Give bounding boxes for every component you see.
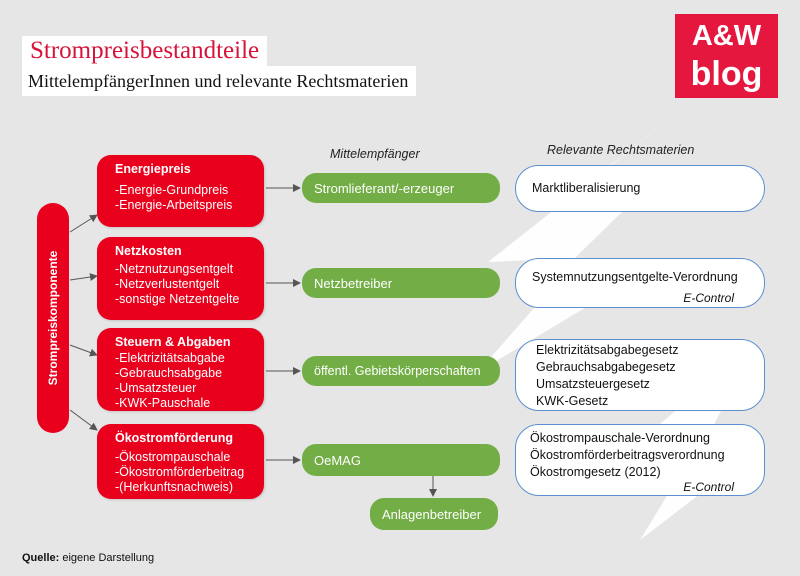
source-note bbox=[22, 552, 154, 564]
component-box-energiepreis bbox=[97, 155, 264, 227]
logo-text-bottom: blog bbox=[690, 55, 763, 93]
column-header-recipients: Mittelempfänger bbox=[330, 147, 420, 161]
component-line: -Netzverlustentgelt bbox=[115, 277, 220, 291]
law-line: Gebrauchsabgabegesetz bbox=[536, 360, 676, 374]
logo-text-top: A&W bbox=[691, 20, 762, 52]
component-heading: Energiepreis bbox=[115, 162, 191, 176]
law-line: KWK-Gesetz bbox=[536, 394, 609, 408]
source-label: Quelle: bbox=[22, 552, 60, 564]
connector-arrow bbox=[70, 215, 97, 232]
law-line: Ökostromgesetz (2012) bbox=[530, 465, 661, 479]
component-line: -Energie-Grundpreis bbox=[115, 183, 229, 197]
page-subtitle: MittelempfängerInnen und relevante Rechtsmaterien bbox=[22, 66, 416, 96]
law-line: Elektrizitätsabgabegesetz bbox=[536, 343, 679, 357]
component-box-steuern-abgaben bbox=[97, 328, 264, 411]
law-line: Systemnutzungsentgelte-Verordnung bbox=[532, 270, 738, 284]
component-heading: Netzkosten bbox=[115, 244, 182, 258]
law-line: Umsatzsteuergesetz bbox=[536, 377, 650, 391]
connector-arrow bbox=[70, 410, 97, 430]
column-header-laws: Relevante Rechtsmaterien bbox=[547, 143, 695, 157]
component-line: -Gebrauchsabgabe bbox=[115, 366, 223, 380]
law-line: Marktliberalisierung bbox=[532, 181, 641, 195]
component-line: -KWK-Pauschale bbox=[115, 396, 211, 410]
recipient-box-anlagenbetreiber: Anlagenbetreiber bbox=[370, 498, 498, 530]
component-line: -Ökostrompauschale bbox=[115, 450, 231, 464]
component-line: -Energie-Arbeitspreis bbox=[115, 198, 233, 212]
law-box-systemnutzungsentgelte bbox=[515, 258, 765, 308]
component-heading: Ökostromförderung bbox=[115, 431, 234, 445]
component-label-pill bbox=[37, 203, 69, 433]
recipient-box-stromlieferant: Stromlieferant/-erzeuger bbox=[302, 173, 500, 203]
recipient-box-netzbetreiber: Netzbetreiber bbox=[302, 268, 500, 298]
source-text: eigene Darstellung bbox=[62, 552, 155, 564]
lightning-bolt-icon bbox=[478, 120, 668, 372]
connector-arrow bbox=[70, 276, 97, 280]
connector-arrow bbox=[70, 345, 97, 355]
law-line: Ökostrompauschale-Verordnung bbox=[530, 431, 710, 445]
law-box-marktliberalisierung bbox=[515, 165, 765, 212]
component-line: -Ökostromförderbeitrag bbox=[115, 465, 245, 479]
authority-label: E-Control bbox=[683, 480, 734, 494]
recipient-box-oemag: OeMAG bbox=[302, 444, 500, 476]
component-label: Strompreiskomponente bbox=[46, 250, 60, 386]
page-title: Strompreisbestandteile bbox=[22, 36, 267, 66]
component-box-netzkosten bbox=[97, 237, 264, 320]
aw-blog-logo[interactable] bbox=[675, 14, 778, 98]
component-line: -Netznutzungsentgelt bbox=[115, 262, 234, 276]
authority-label: E-Control bbox=[683, 291, 734, 305]
law-line: Ökostromförderbeitragsverordnung bbox=[530, 448, 725, 462]
component-line: -Elektrizitätsabgabe bbox=[115, 351, 225, 365]
component-box-oekostromfoerderung bbox=[97, 424, 264, 499]
component-heading: Steuern & Abgaben bbox=[115, 335, 231, 349]
component-line: -Umsatzsteuer bbox=[115, 381, 197, 395]
law-box-steuergesetze bbox=[515, 339, 765, 411]
recipient-box-gebietskoerperschaften: öffentl. Gebietskörperschaften bbox=[302, 356, 500, 386]
law-box-oekostromgesetze bbox=[515, 424, 765, 496]
component-line: -sonstige Netzentgelte bbox=[115, 292, 240, 306]
component-line: -(Herkunftsnachweis) bbox=[115, 480, 234, 494]
